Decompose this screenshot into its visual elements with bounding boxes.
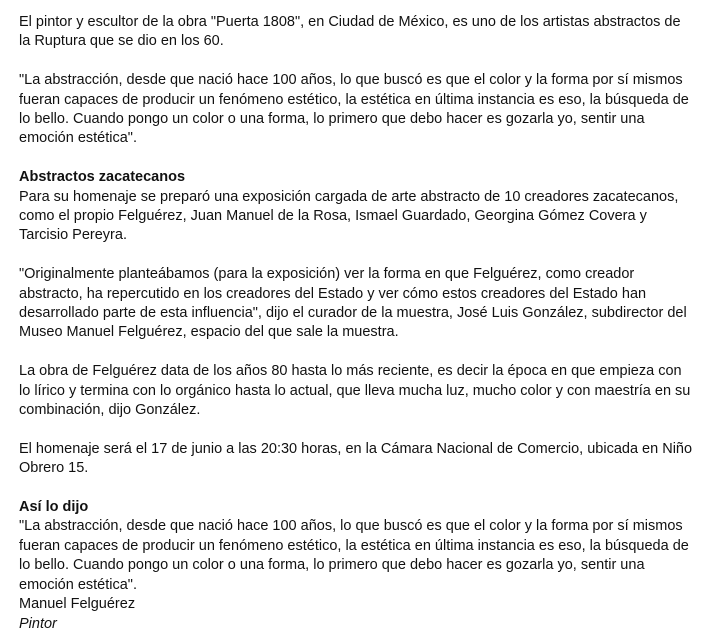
section-heading: Así lo dijo <box>19 499 89 516</box>
works-paragraph <box>19 362 709 420</box>
text-line: Museo Manuel Felguérez, espacio del que sale la muestra. <box>19 324 399 341</box>
text-line: El pintor y escultor de la obra "Puerta 1808", en Ciudad de México, es uno de los artistas abstractos de <box>19 14 681 30</box>
text-line: la Ruptura que se dio en los 60. <box>19 33 224 50</box>
text-line: combinación, dijo González. <box>19 402 201 419</box>
article-body <box>19 13 709 634</box>
text-line: Obrero 15. <box>19 460 89 477</box>
text-line: El homenaje será el 17 de junio a las 20:30 horas, en la Cámara Nacional de Comercio, ubicada en Niño <box>19 440 693 457</box>
curator-paragraph <box>19 265 709 343</box>
text-line: abstracto, ha repercutido en los creadores del Estado y ver cómo estos creadores del Estado han <box>19 285 647 302</box>
intro-paragraph <box>19 13 709 52</box>
section-abstractos <box>19 168 709 246</box>
text-line: emoción estética". <box>19 130 137 147</box>
text-line: como el propio Felguérez, Juan Manuel de la Rosa, Ismael Guardado, Georgina Gómez Covera y <box>19 208 647 225</box>
quote-paragraph <box>19 71 709 149</box>
text-line: lo bello. Cuando pongo un color o una forma, lo primero que debo hacer es gozarla yo, sentir una <box>19 111 645 128</box>
text-line: Para su homenaje se preparó una exposición cargada de arte abstracto de 10 creadores zacatecanos, <box>19 188 679 205</box>
text-line: La obra de Felguérez data de los años 80 hasta lo más reciente, es decir la época en que empieza con <box>19 363 682 380</box>
text-line: desarrollado parte de esta influencia", dijo el curador de la muestra, José Luis González, subdirector del <box>19 305 687 322</box>
text-line: "La abstracción, desde que nació hace 100 años, lo que buscó es que el color y la forma por sí mismos <box>19 518 683 535</box>
text-line: fueran capaces de producir un fenómeno estético, la estética en última instancia es eso, la búsqueda de <box>19 537 689 554</box>
text-line: fueran capaces de producir un fenómeno estético, la estética en última instancia es eso, la búsqueda de <box>19 91 689 108</box>
quote-author: Manuel Felguérez <box>19 596 136 613</box>
text-line: "La abstracción, desde que nació hace 100 años, lo que buscó es que el color y la forma por sí mismos <box>19 72 683 89</box>
text-line: lo bello. Cuando pongo un color o una forma, lo primero que debo hacer es gozarla yo, sentir una <box>19 557 645 574</box>
text-line: Tarcisio Pereyra. <box>19 227 127 244</box>
text-line: emoción estética". <box>19 576 137 593</box>
section-asi-lo-dijo <box>19 498 709 634</box>
quote-author-role: Pintor <box>19 615 57 632</box>
text-line: "Originalmente planteábamos (para la exposición) ver la forma en que Felguérez, como creador <box>19 266 635 283</box>
event-paragraph <box>19 440 709 479</box>
section-heading: Abstractos zacatecanos <box>19 169 186 186</box>
text-line: lo lírico y termina con lo orgánico hasta lo actual, que lleva mucha luz, mucho color y con maestría en su <box>19 382 691 399</box>
